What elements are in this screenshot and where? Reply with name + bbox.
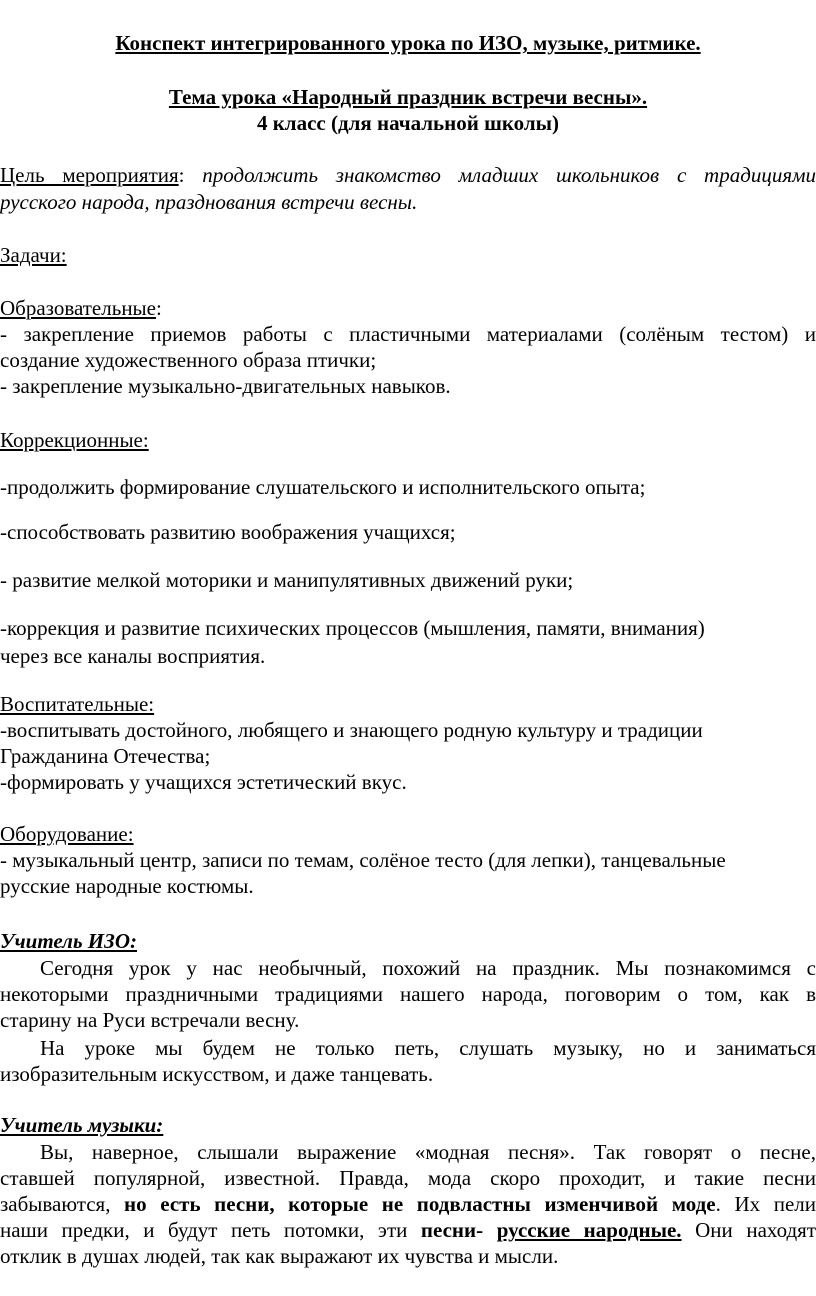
correctional-heading: Коррекционные:: [0, 428, 149, 452]
educational-line-3: - закрепление музыкально-двигательных навыков.: [0, 374, 451, 398]
goal-colon: :: [178, 163, 185, 187]
document-title: Конспект интегрированного урока по ИЗО, музыке, ритмике.: [115, 31, 701, 55]
art-teacher-line-5: изобразительным искусством, и даже танцевать.: [0, 1062, 434, 1086]
tasks-heading: Задачи:: [0, 243, 67, 267]
music-teacher-label: Учитель музыки:: [0, 1113, 164, 1137]
correctional-line-3: - развитие мелкой моторики и манипулятивных движений руки;: [0, 568, 574, 592]
goal-line: [0, 162, 816, 188]
music-line-4-space: [483, 1218, 497, 1242]
art-teacher-label: Учитель ИЗО:: [0, 929, 137, 953]
educational-line-1: - закрепление приемов работы с пластичными материалами (солёным тестом) и: [0, 322, 816, 346]
music-line-3-c: . Их пели: [715, 1192, 816, 1216]
educational-line-2: создание художественного образа птички;: [0, 348, 377, 372]
upbringing-line-1: -воспитывать достойного, любящего и знающего родную культуру и традиции: [0, 718, 703, 742]
correctional-line-5: через все каналы восприятия.: [0, 644, 266, 668]
educational-label: Образовательные: [0, 296, 156, 320]
upbringing-line-3: -формировать у учащихся эстетический вкус.: [0, 770, 407, 794]
music-line-4-a: наши предки, и будут петь потомки, эти: [0, 1218, 421, 1242]
music-teacher-line-4: [0, 1217, 816, 1243]
correctional-line-2: -способствовать развитию воображения учащихся;: [0, 520, 456, 544]
educational-colon: :: [155, 296, 162, 320]
goal-label: Цель мероприятия: [0, 163, 179, 187]
upbringing-heading: Воспитательные:: [0, 692, 155, 716]
upbringing-line-2: Гражданина Отечества;: [0, 744, 211, 768]
music-line-4-bold-underlined: русские народные.: [496, 1218, 682, 1242]
correctional-line-1: -продолжить формирование слушательского и исполнительского опыта;: [0, 475, 646, 499]
music-line-3-bold: но есть песни, которые не подвластны изменчивой моде: [124, 1192, 716, 1216]
art-teacher-line-1: Сегодня урок у нас необычный, похожий на праздник. Мы познакомимся с: [40, 956, 816, 980]
music-line-4-bold: песни-: [420, 1218, 484, 1242]
goal-text-2: русского народа, празднования встречи весны.: [0, 190, 418, 214]
art-teacher-line-3: старину на Руси встречали весну.: [0, 1008, 300, 1032]
music-line-3-a: забываются,: [0, 1192, 125, 1216]
music-teacher-line-2: ставшей популярной, известной. Правда, мода скоро проходит, и такие песни: [0, 1166, 816, 1190]
music-teacher-line-3: [0, 1191, 816, 1217]
music-teacher-line-1: Вы, наверное, слышали выражение «модная песня». Так говорят о песне,: [40, 1140, 816, 1164]
equipment-line-1: - музыкальный центр, записи по темам, солёное тесто (для лепки), танцевальные: [0, 848, 726, 872]
correctional-line-4: -коррекция и развитие психических процессов (мышления, памяти, внимания): [0, 616, 705, 640]
educational-heading: [0, 295, 816, 321]
grade-line: 4 класс (для начальной школы): [256, 111, 560, 135]
goal-text-1: продолжить знакомство младших школьников с традициями: [184, 163, 816, 187]
music-teacher-line-5: отклик в душах людей, так как выражают их чувства и мысли.: [0, 1244, 559, 1268]
equipment-line-2: русские народные костюмы.: [0, 874, 254, 898]
music-line-4-d: Они находят: [681, 1218, 816, 1242]
art-teacher-line-2: некоторыми праздничными традициями нашего народа, поговорим о том, как в: [0, 982, 816, 1006]
lesson-topic: Тема урока «Народный праздник встречи весны».: [168, 85, 648, 109]
equipment-heading: Оборудование:: [0, 822, 134, 846]
art-teacher-line-4: На уроке мы будем не только петь, слушать музыку, но и заниматься: [40, 1036, 816, 1060]
